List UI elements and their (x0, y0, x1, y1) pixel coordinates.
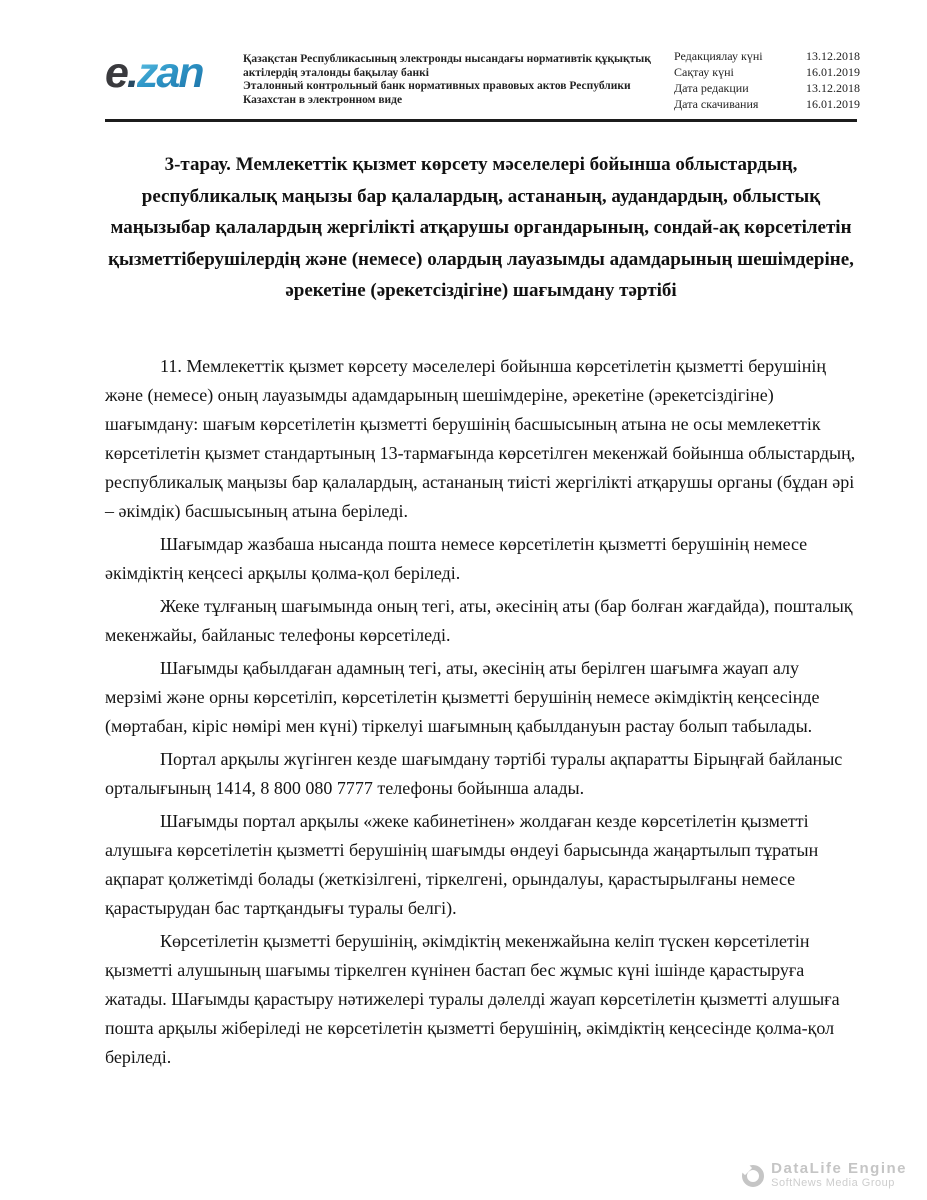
date-label: Редакциялау күні (674, 49, 763, 63)
chapter-title: 3-тарау. Мемлекеттік қызмет көрсету мәселелері бойынша облыстардың, республикалық маңызы бар қалалардың, астананың, аудандардың, облыстық маңызыбар қалалардың жергілікті атқарушы органдарының, сондай-ақ көрсетілетін қызметтіберушілердің және (немесе) олардың лауазымды адамдарының шешімдеріне, әрекетіне (әрекетсіздігіне) шағымдану тәртібі (108, 154, 854, 301)
org-description (243, 48, 663, 107)
dates-table (674, 48, 860, 112)
datalife-watermark (742, 1161, 907, 1190)
date-row-redakcii (674, 80, 860, 96)
org-line-kazakh: Қазақстан Республикасының электронды нысандағы нормативтік құқықтық актілердің эталонды бақылау банкі (243, 53, 651, 79)
date-label: Дата редакции (674, 81, 749, 95)
watermark-text (771, 1161, 907, 1190)
paragraph-11-intro: 11. Мемлекеттік қызмет көрсету мәселелері бойынша көрсетілетін қызметті берушінің және (немесе) оның лауазымды адамдарының шешімдеріне, әрекетіне (әрекетсіздігіне) шағымдану: шағым көрсетілетін қызметті берушінің басшысының атына не осы мемлекеттік көрсетілетін қызмет стандартының 13-тармағында көрсетілген мекенжай бойынша облыстардың, республикалық маңызы бар қалалардың, астананың тиісті жергілікті атқарушы органы (бұдан әрі – әкімдік) басшысының атына беріледі. (105, 356, 856, 521)
date-value: 16.01.2019 (806, 65, 860, 79)
watermark-subtitle: SoftNews Media Group (771, 1177, 895, 1189)
date-row-skachivaniya (674, 96, 860, 112)
date-label: Сақтау күні (674, 65, 734, 79)
document-header (105, 48, 860, 112)
paragraph-review-term: Көрсетілетін қызметті берушінің, әкімдіктің мекенжайына келіп түскен көрсетілетін қызметті алушының шағымы тіркелген күнінен бастап бес жұмыс күні ішінде қарастыруға жатады. Шағымды қарастыру нәтижелері туралы дәлелді жауап көрсетілетін қызметті алушыға пошта арқылы жіберіледі не көрсетілетін қызметті берушінің, әкімдіктің кеңсесінде қолма-қол беріледі. (105, 931, 840, 1067)
org-line-russian: Эталонный контрольный банк нормативных правовых актов Республики Казахстан в электронном виде (243, 80, 631, 106)
watermark-title: DataLife Engine (771, 1160, 907, 1177)
header-divider (105, 119, 857, 122)
paragraph-portal-contact: Портал арқылы жүгінген кезде шағымдану тәртібі туралы ақпаратты Бірыңғай байланыс орталығының 1414, 8 800 080 7777 телефоны бойынша алады. (105, 749, 843, 798)
paragraph-registration-confirmation: Шағымды қабылдаған адамның тегі, аты, әкесінің аты берілген шағымға жауап алу мерзімі және орны көрсетіліп, көрсетілетін қызметті берушінің немесе әкімдіктің кеңсесінде (мөртабан, кіріс нөмірі мен күні) тіркелуі шағымның қабылдануын растау болып табылады. (105, 658, 820, 736)
ezan-logo (105, 48, 243, 96)
date-value: 13.12.2018 (806, 81, 860, 95)
logo-letters-zan: zan (136, 49, 203, 97)
paragraph-individual-info: Жеке тұлғаның шағымында оның тегі, аты, әкесінің аты (бар болған жағдайда), пошталық мекенжайы, байланыс телефоны көрсетіледі. (105, 596, 853, 645)
date-label: Дата скачивания (674, 97, 759, 111)
date-row-redaktsiyalau (674, 48, 860, 64)
logo-letter-e: e (105, 49, 127, 97)
date-value: 16.01.2019 (806, 97, 860, 111)
paragraph-personal-cabinet: Шағымды портал арқылы «жеке кабинетінен» жолдаған кезде көрсетілетін қызметті алушыға көрсетілетін қызметті берушінің шағымды өндеуі барысында жаңартылып тұратын ақпарат қолжетімді болады (жеткізілгені, тіркелгені, орындалуы, қарастырылғаны немесе қарастырудан бас тартқандығы туралы белгі). (105, 811, 819, 918)
document-body (105, 352, 857, 1076)
paragraph-written-form: Шағымдар жазбаша нысанда пошта немесе көрсетілетін қызметті берушінің немесе әкімдіктің кеңсесі арқылы қолма-қол беріледі. (105, 534, 808, 583)
date-value: 13.12.2018 (806, 49, 860, 63)
datalife-engine-icon (742, 1165, 764, 1187)
date-row-saqtau (674, 64, 860, 80)
logo-dot: . (126, 49, 137, 97)
